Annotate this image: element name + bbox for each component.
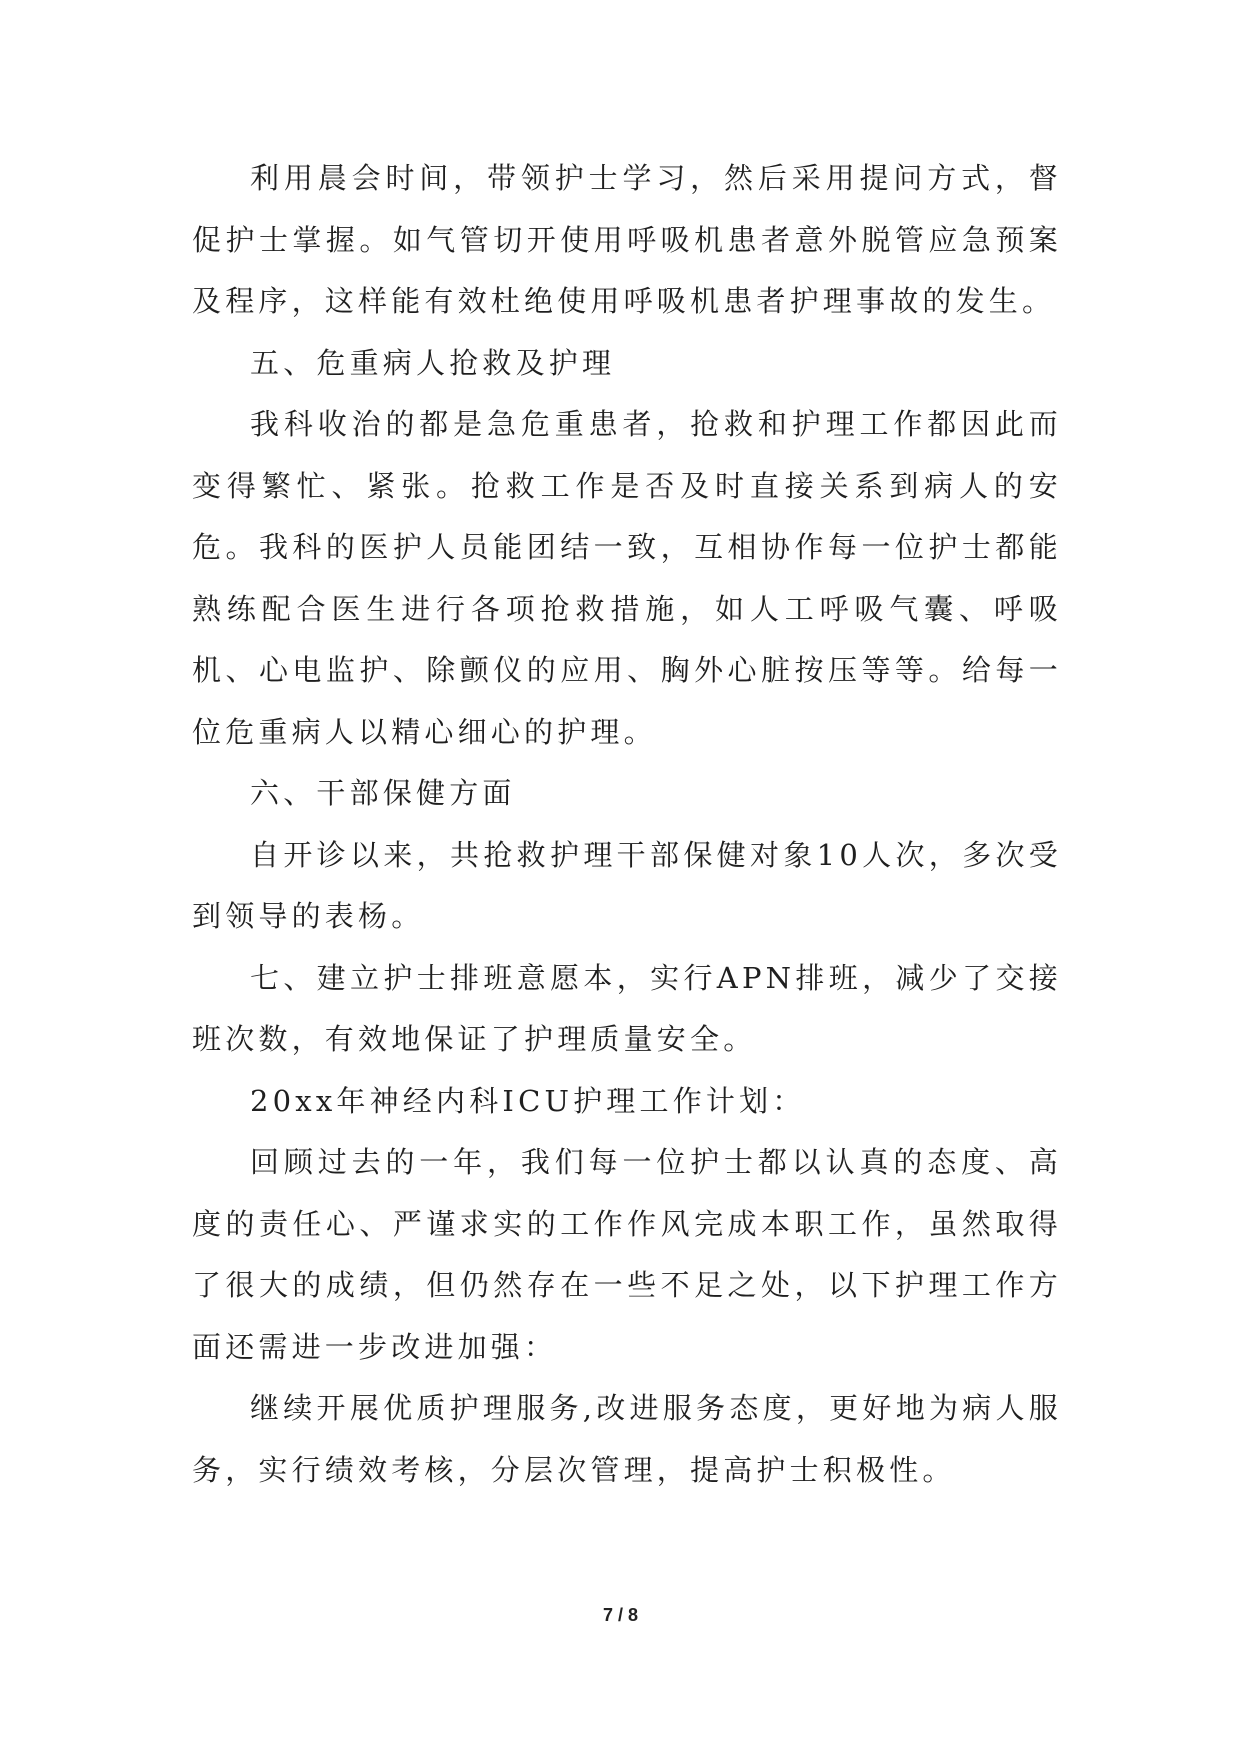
paragraph-cadre-health: 自开诊以来，共抢救护理干部保健对象10人次，多次受到领导的表杨。	[192, 837, 1062, 933]
section-heading-work-plan: 20xx年神经内科ICU护理工作计划：	[250, 1083, 806, 1118]
paragraph-review: 回顾过去的一年，我们每一位护士都以认真的态度、高度的责任心、严谨求实的工作作风完成本职工作，虽然取得了很大的成绩，但仍然存在一些不足之处，以下护理工作方面还需进一步改进加强：	[192, 1145, 1062, 1364]
paragraph-morning-meeting: 利用晨会时间，带领护士学习，然后采用提问方式，督促护士掌握。如气管切开使用呼吸机患者意外脱管应急预案及程序，这样能有效杜绝使用呼吸机患者护理事故的发生。	[192, 161, 1062, 318]
section-heading-cadre-health: 六、干部保健方面	[250, 776, 516, 810]
paragraph-quality-service: 继续开展优质护理服务,改进服务态度，更好地为病人服务，实行绩效考核，分层次管理，提高护士积极性。	[192, 1391, 1062, 1487]
paragraph-scheduling: 七、建立护士排班意愿本，实行APN排班，减少了交接班次数，有效地保证了护理质量安全。	[192, 960, 1062, 1056]
section-heading-critical-care: 五、危重病人抢救及护理	[250, 345, 616, 380]
document-body	[192, 148, 1062, 1501]
paragraph-rescue-work: 我科收治的都是急危重患者，抢救和护理工作都因此而变得繁忙、紧张。抢救工作是否及时直接关系到病人的安危。我科的医护人员能团结一致，互相协作每一位护士都能熟练配合医生进行各项抢救措施，如人工呼吸气囊、呼吸机、心电监护、除颤仪的应用、胸外心脏按压等等。给每一位危重病人以精心细心的护理。	[192, 407, 1062, 749]
page-number: 7 / 8	[602, 1605, 639, 1625]
